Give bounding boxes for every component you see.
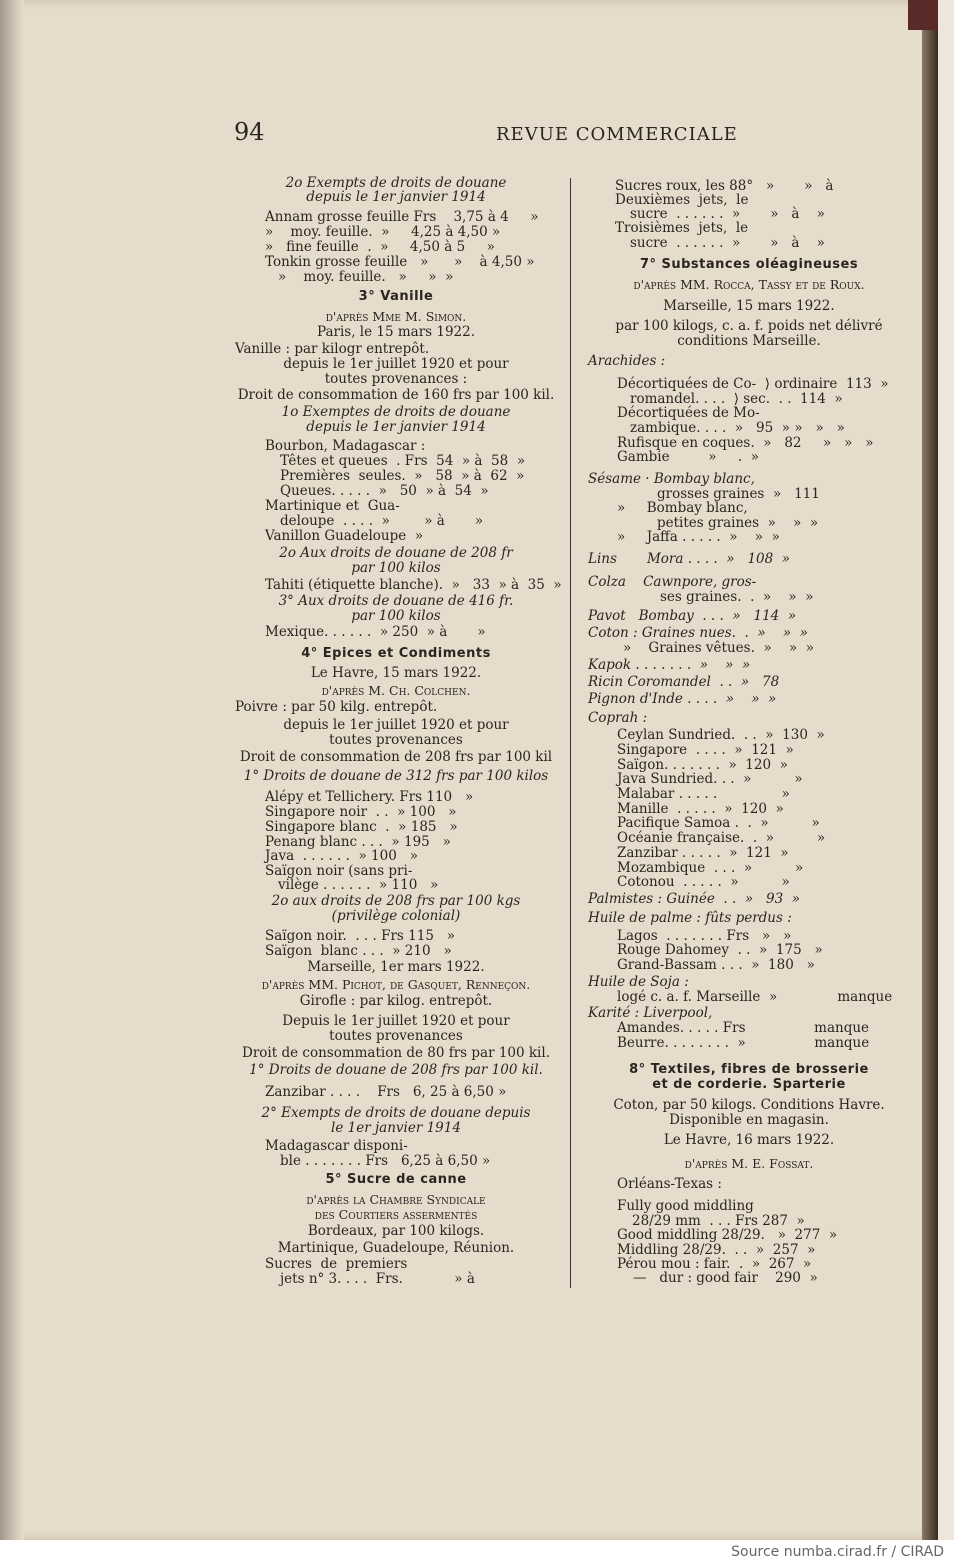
right-column-line: Coton : Graines nues. . » » »: [588, 625, 808, 641]
right-column-line: sucre . . . . . . » » à »: [630, 235, 825, 251]
left-column-line: 2o aux droits de 208 frs par 100 kgs: [271, 893, 521, 909]
left-column-line: deloupe . . . . » » à »: [280, 513, 484, 529]
right-column-line: » Jaffa . . . . . » » »: [617, 529, 780, 545]
page-number: 94: [234, 118, 265, 146]
running-title: REVUE COMMERCIALE: [496, 124, 738, 145]
left-column-line: Alépy et Tellichery. Frs 110 »: [265, 789, 474, 805]
right-column-line: Zanzibar . . . . . » 121 »: [617, 845, 789, 861]
left-column-line: Bordeaux, par 100 kilogs.: [307, 1223, 485, 1239]
left-column-line: Saïgon blanc . . . » 210 »: [265, 943, 452, 959]
right-column-line: Le Havre, 16 mars 1922.: [663, 1132, 835, 1148]
left-column-line: 1° Droits de douane de 208 frs par 100 kil.: [249, 1062, 543, 1078]
right-column-line: Kapok . . . . . . . » » »: [588, 657, 751, 673]
right-column-line: Coprah :: [588, 710, 648, 726]
right-column-line: Lagos . . . . . . . Frs » »: [617, 928, 792, 944]
left-column-line: Martinique, Guadeloupe, Réunion.: [277, 1240, 515, 1256]
page-edge: [922, 0, 938, 1540]
right-column-line: Rouge Dahomey . . » 175 »: [617, 942, 823, 958]
column-divider: [570, 178, 571, 1288]
left-column-line: Annam grosse feuille Frs 3,75 à 4 »: [265, 209, 539, 225]
right-column-line: » Bombay blanc,: [617, 500, 748, 516]
left-column-line: depuis le 1er janvier 1914: [306, 419, 486, 435]
left-column-line: Vanillon Guadeloupe »: [265, 528, 424, 544]
left-column-line: toutes provenances :: [324, 371, 468, 387]
right-column-line: Orléans-Texas :: [617, 1176, 722, 1192]
left-column-line: Bourbon, Madagascar :: [265, 438, 426, 454]
right-column-line: grosses graines » 111: [657, 486, 820, 502]
binding-corner: [908, 0, 938, 30]
right-column-line: Middling 28/29. . . » 257 »: [617, 1242, 816, 1258]
right-column-line: Sésame · Bombay blanc,: [588, 471, 755, 487]
left-column-line: » fine feuille . » 4,50 à 5 »: [265, 239, 495, 255]
left-column-line: jets n° 3. . . . Frs. » à: [280, 1271, 475, 1287]
right-column-line: par 100 kilogs, c. a. f. poids net délivré: [615, 318, 883, 334]
right-column-line: Rufisque en coques. » 82 » » »: [617, 435, 874, 451]
right-column-line: Coton, par 50 kilogs. Conditions Havre.: [613, 1097, 885, 1113]
left-column-line: Saïgon noir. . . . Frs 115 »: [265, 928, 456, 944]
left-column-line: le 1er janvier 1914: [331, 1120, 461, 1136]
right-column-line: d'après M. E. Fossat.: [684, 1156, 814, 1171]
left-column-line: ble . . . . . . . Frs 6,25 à 6,50 »: [280, 1153, 491, 1169]
left-column-line: 2° Exempts de droits de douane depuis: [261, 1105, 531, 1121]
left-column-line: » moy. feuille. » 4,25 à 4,50 »: [265, 224, 501, 240]
right-column-line: Cotonou . . . . . » »: [617, 874, 790, 890]
left-column-line: Marseille, 1er mars 1922.: [307, 959, 485, 975]
page-spine: [0, 0, 24, 1540]
right-column-line: Décortiquées de Co- ⟩ ordinaire 113 »: [617, 376, 889, 392]
right-column-line: Huile de Soja :: [588, 974, 689, 990]
right-column-line: Disponible en magasin.: [669, 1112, 829, 1128]
left-column-line: d'après MM. Pichot, de Gasquet, Renneçon.: [261, 977, 531, 992]
left-column-line: d'après M. Ch. Colchen.: [321, 683, 471, 698]
left-column-line: Droit de consommation de 80 frs par 100 kil.: [242, 1045, 550, 1061]
left-column-line: Têtes et queues . Frs 54 » à 58 »: [280, 453, 526, 469]
right-column-line: 8° Textiles, fibres de brosserie: [629, 1062, 869, 1077]
right-column-line: Huile de palme : fûts perdus :: [588, 910, 792, 926]
right-column-line: petites graines » » »: [657, 515, 819, 531]
right-column-line: Manille . . . . . » 120 »: [617, 801, 784, 817]
right-column-line: Java Sundried. . . » »: [617, 771, 803, 787]
left-column-line: par 100 kilos: [351, 608, 441, 624]
left-column-line: 5° Sucre de canne: [325, 1172, 467, 1187]
left-column-line: 4° Epices et Condiments: [301, 646, 491, 661]
left-column-line: 3° Vanille: [358, 289, 434, 304]
left-column-line: vilège . . . . . . » 110 »: [278, 877, 439, 893]
left-column-line: Depuis le 1er juillet 1920 et pour: [282, 1013, 510, 1029]
right-column-line: 7° Substances oléagineuses: [639, 257, 859, 272]
left-column-line: Vanille : par kilogr entrepôt.: [235, 341, 430, 357]
right-column-line: Malabar . . . . . »: [617, 786, 790, 802]
left-column-line: Martinique et Gua-: [265, 498, 400, 514]
right-column-line: Gambie » . »: [617, 449, 760, 465]
right-column-line: Sucres roux, les 88° » » à: [615, 178, 834, 194]
right-column-line: Pavot Bombay . . . » 114 »: [588, 608, 797, 624]
left-column-line: depuis le 1er juillet 1920 et pour: [283, 717, 509, 733]
right-column-line: ses graines. . » » »: [660, 589, 814, 605]
right-column-line: Beurre. . . . . . . . » manque: [617, 1035, 870, 1051]
right-column-line: Pignon d'Inde . . . . » » »: [588, 691, 777, 707]
right-column-line: Océanie française. . » »: [617, 830, 826, 846]
source-footer: [0, 1540, 954, 1566]
right-column-line: Grand-Bassam . . . » 180 »: [617, 957, 815, 973]
left-column-line: Le Havre, 15 mars 1922.: [310, 665, 482, 681]
left-column-line: 3° Aux droits de douane de 416 fr.: [278, 593, 514, 609]
right-column-line: zambique. . . . » 95 » » » »: [630, 420, 845, 436]
left-column-line: depuis le 1er juillet 1920 et pour: [283, 356, 509, 372]
right-column-line: Saïgon. . . . . . . » 120 »: [617, 757, 788, 773]
left-column-line: Tonkin grosse feuille » » à 4,50 »: [265, 254, 535, 270]
right-column-line: Marseille, 15 mars 1922.: [663, 298, 835, 314]
left-column-line: toutes provenances: [329, 732, 463, 748]
left-column-line: 1° Droits de douane de 312 frs par 100 kilos: [243, 768, 549, 784]
right-column-line: Karité : Liverpool,: [588, 1005, 713, 1021]
right-column-line: sucre . . . . . . » » à »: [630, 206, 825, 222]
left-column-line: Singapore blanc . » 185 »: [265, 819, 458, 835]
right-column-line: Décortiquées de Mo-: [617, 405, 760, 421]
right-column-line: et de corderie. Sparterie: [652, 1077, 846, 1092]
left-column-line: Premières seules. » 58 » à 62 »: [280, 468, 525, 484]
source-credit: Source numba.cirad.fr / CIRAD: [731, 1544, 944, 1560]
right-column-line: d'après MM. Rocca, Tassy et de Roux.: [633, 277, 865, 292]
left-column-line: d'après Mme M. Simon.: [325, 309, 467, 324]
right-column-line: Pérou mou : fair. . » 267 »: [617, 1256, 812, 1272]
right-column-line: Ceylan Sundried. . . » 130 »: [617, 727, 825, 743]
left-column-line: Singapore noir . . » 100 »: [265, 804, 457, 820]
left-column-line: toutes provenances: [329, 1028, 463, 1044]
right-column-line: Ricin Coromandel . . » 78: [588, 674, 780, 690]
left-column-line: Girofle : par kilog. entrepôt.: [299, 993, 493, 1009]
left-column-line: Saïgon noir (sans pri-: [265, 863, 413, 879]
left-column-line: par 100 kilos: [351, 560, 441, 576]
left-column-line: 2o Exempts de droits de douane: [285, 175, 507, 191]
left-column-line: 2o Aux droits de douane de 208 fr: [279, 545, 513, 561]
right-column-line: — dur : good fair 290 »: [633, 1270, 818, 1286]
right-column-line: Arachides :: [588, 353, 666, 369]
left-column-line: depuis le 1er janvier 1914: [306, 189, 486, 205]
left-column-line: (privilège colonial): [331, 908, 461, 924]
left-column-line: Sucres de premiers: [265, 1256, 408, 1272]
left-column-line: Java . . . . . . » 100 »: [265, 848, 418, 864]
right-column-line: Good middling 28/29. » 277 »: [617, 1227, 838, 1243]
right-column-line: Amandes. . . . . Frs manque: [617, 1020, 870, 1036]
right-column-line: logé c. a. f. Marseille » manque: [617, 989, 893, 1005]
left-column-line: Droit de consommation de 208 frs par 100 kil: [239, 749, 553, 765]
right-column-line: Lins Mora . . . . » 108 »: [588, 551, 791, 567]
left-column-line: Mexique. . . . . . » 250 » à »: [265, 624, 486, 640]
left-column-line: Penang blanc . . . » 195 »: [265, 834, 451, 850]
left-column-line: d'après la Chambre Syndicale: [306, 1192, 486, 1207]
right-column-line: Mozambique . . . » »: [617, 860, 804, 876]
right-column-line: Deuxièmes jets, le: [615, 192, 749, 208]
left-column-line: Poivre : par 50 kilg. entrepôt.: [235, 699, 438, 715]
right-column-line: conditions Marseille.: [677, 333, 821, 349]
left-column-line: Queues. . . . . » 50 » à 54 »: [280, 483, 489, 499]
right-column-line: Colza Cawnpore, gros-: [588, 574, 757, 590]
left-column-line: » moy. feuille. » » »: [278, 269, 454, 285]
right-column-line: Fully good middling: [617, 1198, 754, 1214]
left-column-line: Paris, le 15 mars 1922.: [316, 324, 476, 340]
left-column-line: Tahiti (étiquette blanche). » 33 » à 35 »: [265, 577, 562, 593]
left-column-line: Droit de consommation de 160 frs par 100 kil.: [237, 387, 555, 403]
right-column-line: Pacifique Samoa . . » »: [617, 815, 820, 831]
right-column-line: 28/29 mm . . . Frs 287 »: [632, 1213, 805, 1229]
right-column-line: romandel. . . . ⟩ sec. . . 114 »: [630, 391, 843, 407]
right-column-line: » Graines vêtues. » » »: [623, 640, 814, 656]
right-column-line: Troisièmes jets, le: [615, 220, 749, 236]
left-column-line: 1o Exemptes de droits de douane: [281, 404, 511, 420]
right-column-line: Palmistes : Guinée . . » 93 »: [588, 891, 801, 907]
left-column-line: Madagascar disponi-: [265, 1138, 408, 1154]
left-column-line: des Courtiers assermentés: [314, 1207, 478, 1222]
right-column-line: Singapore . . . . » 121 »: [617, 742, 794, 758]
left-column-line: Zanzibar . . . . Frs 6, 25 à 6,50 »: [265, 1084, 507, 1100]
